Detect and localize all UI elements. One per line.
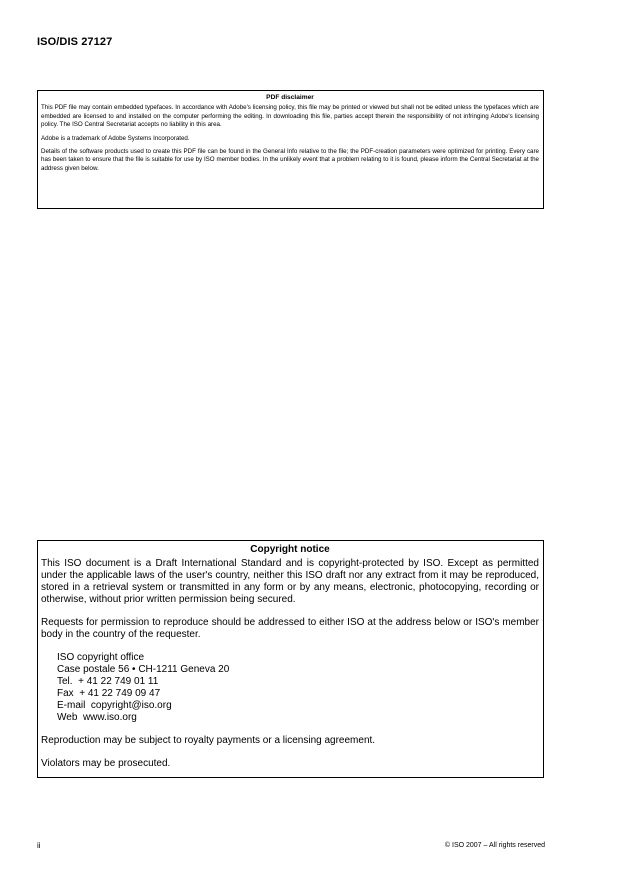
pdf-disclaimer-paragraph: This PDF file may contain embedded typefaces. In accordance with Adobe's licensing policy, this file may be printed or viewed but shall not be edited unless the typefaces which are embedded are licensed to and installed on the computer performing the editing. In downloading this file, parties accept therein the responsibility of not infringing Adobe's licensing policy. The ISO Central Secretariat accepts no liability in this area. [41, 104, 539, 129]
copyright-office-address [57, 652, 539, 724]
copyright-paragraph: Reproduction may be subject to royalty payments or a licensing agreement. [41, 735, 376, 746]
copyright-paragraph: This ISO document is a Draft International Standard and is copyright-protected by ISO. Except as permitted under the applicable laws of the user's country, neither this ISO draft nor any extract from it may be reproduced, stored in a retrieval system or transmitted in any form or by any means, electronic, photocopying, recording or otherwise, without prior written permission being secured. [41, 558, 539, 605]
footer-copyright: © ISO 2007 – All rights reserved [444, 842, 545, 849]
address-line: Fax + 41 22 749 09 47 [57, 688, 161, 699]
address-line: Case postale 56 • CH-1211 Geneva 20 [57, 664, 230, 675]
address-line: E-mail copyright@iso.org [57, 700, 172, 711]
copyright-paragraph: Requests for permission to reproduce should be addressed to either ISO at the address below or ISO's member body in the country of the requester. [41, 617, 539, 640]
page-number: ii [37, 841, 41, 850]
address-line: ISO copyright office [57, 652, 145, 663]
copyright-paragraph: Violators may be prosecuted. [41, 758, 171, 769]
pdf-disclaimer-paragraph: Details of the software products used to create this PDF file can be found in the General Info relative to the file; the PDF-creation parameters were optimized for printing. Every care has been taken to ensure that the file is suitable for use by ISO member bodies. In the unlikely event that a problem relating to it is found, please inform the Central Secretariat at the address given below. [41, 148, 539, 172]
copyright-notice-box [37, 540, 544, 778]
pdf-disclaimer-paragraph: Adobe is a trademark of Adobe Systems Incorporated. [41, 134, 190, 142]
pdf-disclaimer-title: PDF disclaimer [266, 94, 314, 101]
address-line: Tel. + 41 22 749 01 11 [57, 676, 159, 687]
address-line: Web www.iso.org [57, 712, 137, 723]
document-id-header: ISO/DIS 27127 [37, 36, 113, 48]
pdf-disclaimer-box [37, 90, 544, 209]
copyright-notice-title: Copyright notice [250, 544, 330, 555]
